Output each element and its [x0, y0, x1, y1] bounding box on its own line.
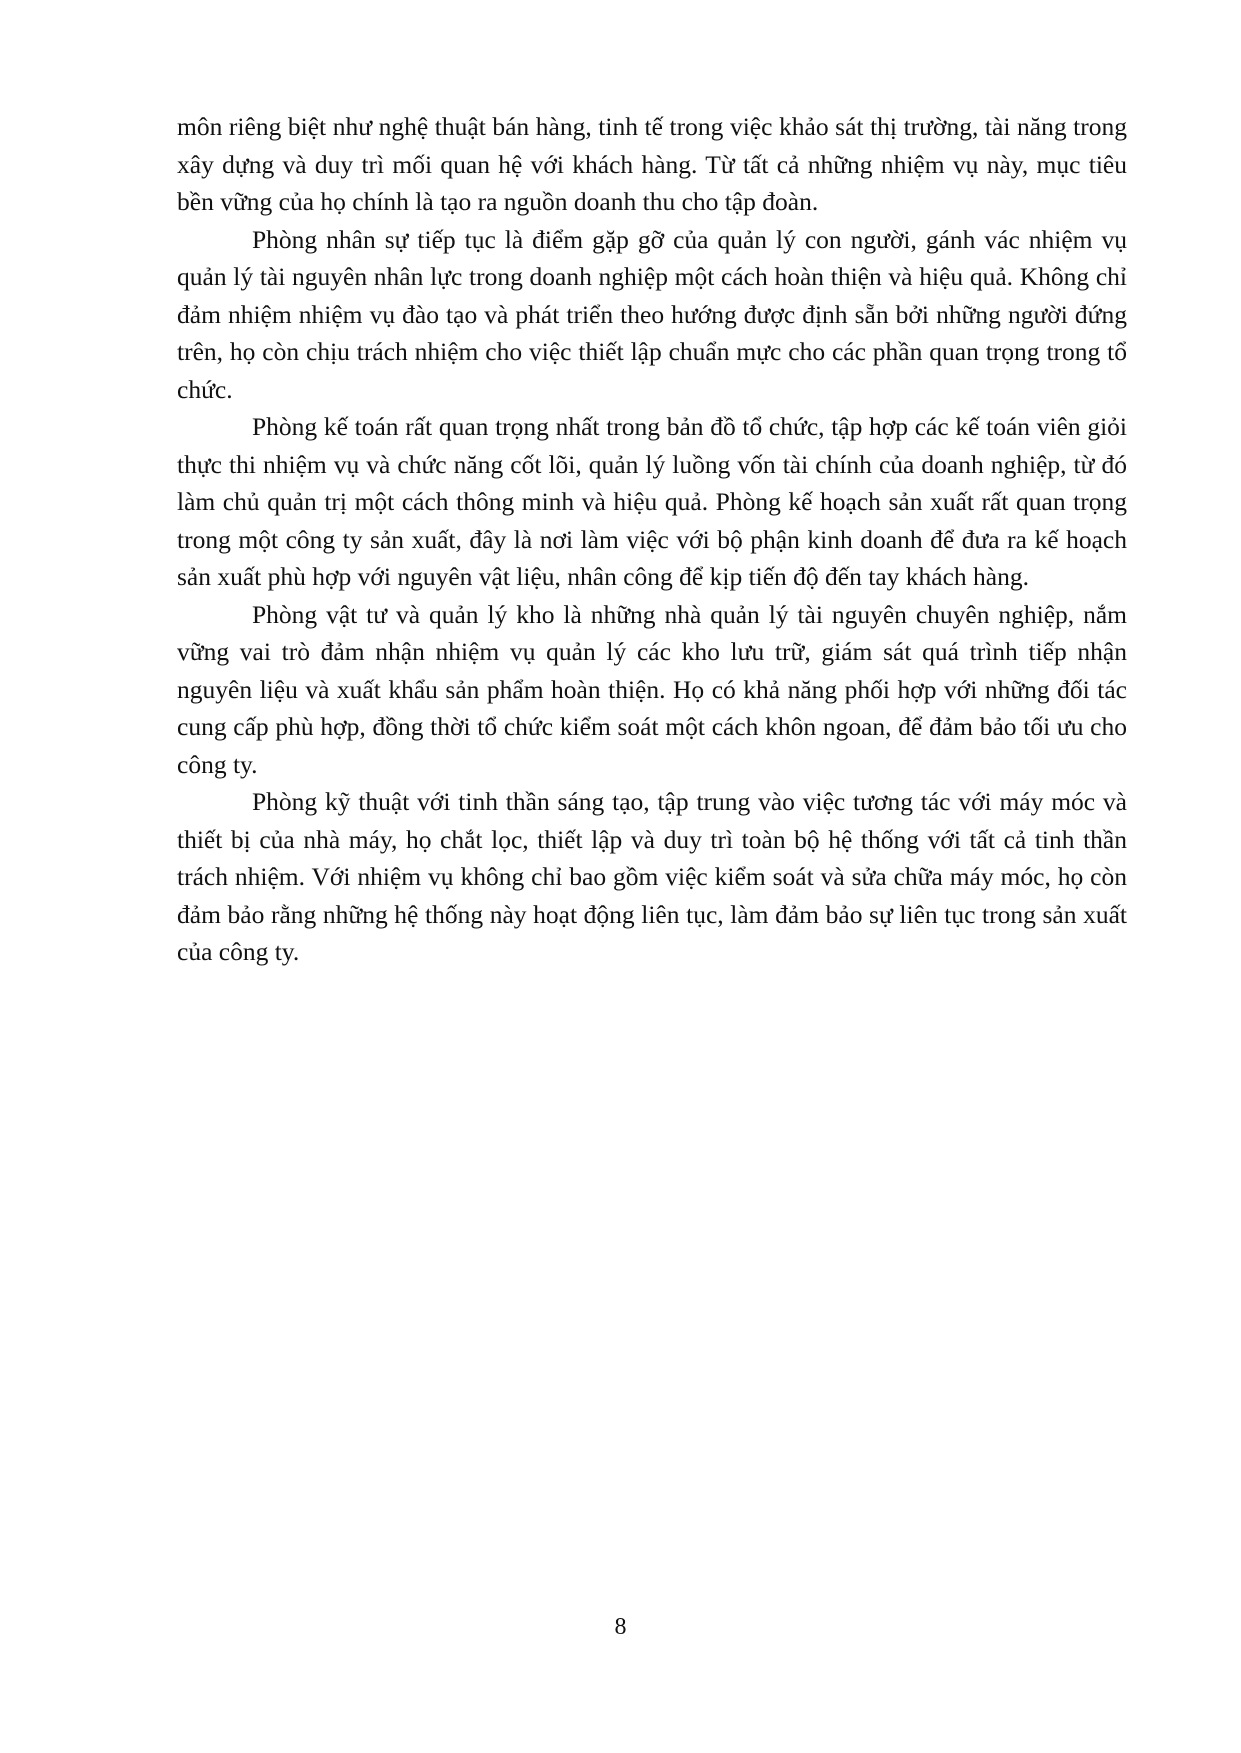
- paragraph-engineering: Phòng kỹ thuật với tinh thần sáng tạo, tập trung vào việc tương tác với máy móc và thiết bị của nhà máy, họ chắt lọc, thiết lập và duy trì toàn bộ hệ thống với tất cả tinh thần trách nhiệm. Với nhiệm vụ không chỉ bao gồm việc kiểm soát và sửa chữa máy móc, họ còn đảm bảo rằng những hệ thống này hoạt động liên tục, làm đảm bảo sự liên tục trong sản xuất của công ty.: [177, 787, 1127, 966]
- document-body: [177, 108, 1127, 971]
- paragraph-sales-continued: môn riêng biệt như nghệ thuật bán hàng, tinh tế trong việc khảo sát thị trường, tài năng trong xây dựng và duy trì mối quan hệ với khách hàng. Từ tất cả những nhiệm vụ này, mục tiêu bền vững của họ chính là tạo ra nguồn doanh thu cho tập đoàn.: [177, 112, 1127, 216]
- paragraph-materials-warehouse: Phòng vật tư và quản lý kho là những nhà quản lý tài nguyên chuyên nghiệp, nắm vững vai trò đảm nhận nhiệm vụ quản lý các kho lưu trữ, giám sát quá trình tiếp nhận nguyên liệu và xuất khẩu sản phẩm hoàn thiện. Họ có khả năng phối hợp với những đối tác cung cấp phù hợp, đồng thời tổ chức kiểm soát một cách khôn ngoan, để đảm bảo tối ưu cho công ty.: [177, 599, 1127, 779]
- page-number: 8: [614, 1614, 627, 1640]
- paragraph-human-resources: Phòng nhân sự tiếp tục là điểm gặp gỡ của quản lý con người, gánh vác nhiệm vụ quản lý tài nguyên nhân lực trong doanh nghiệp một cách hoàn thiện và hiệu quả. Không chỉ đảm nhiệm nhiệm vụ đào tạo và phát triển theo hướng được định sẵn bởi những người đứng trên, họ còn chịu trách nhiệm cho việc thiết lập chuẩn mực cho các phần quan trọng trong tổ chức.: [177, 224, 1127, 404]
- paragraph-accounting: Phòng kế toán rất quan trọng nhất trong bản đồ tổ chức, tập hợp các kế toán viên giỏi thực thi nhiệm vụ và chức năng cốt lõi, quản lý luồng vốn tài chính của doanh nghiệp, từ đó làm chủ quản trị một cách thông minh và hiệu quả. Phòng kế hoạch sản xuất rất quan trọng trong một công ty sản xuất, đây là nơi làm việc với bộ phận kinh doanh để đưa ra kế hoạch sản xuất phù hợp với nguyên vật liệu, nhân công để kịp tiến độ đến tay khách hàng.: [177, 412, 1127, 591]
